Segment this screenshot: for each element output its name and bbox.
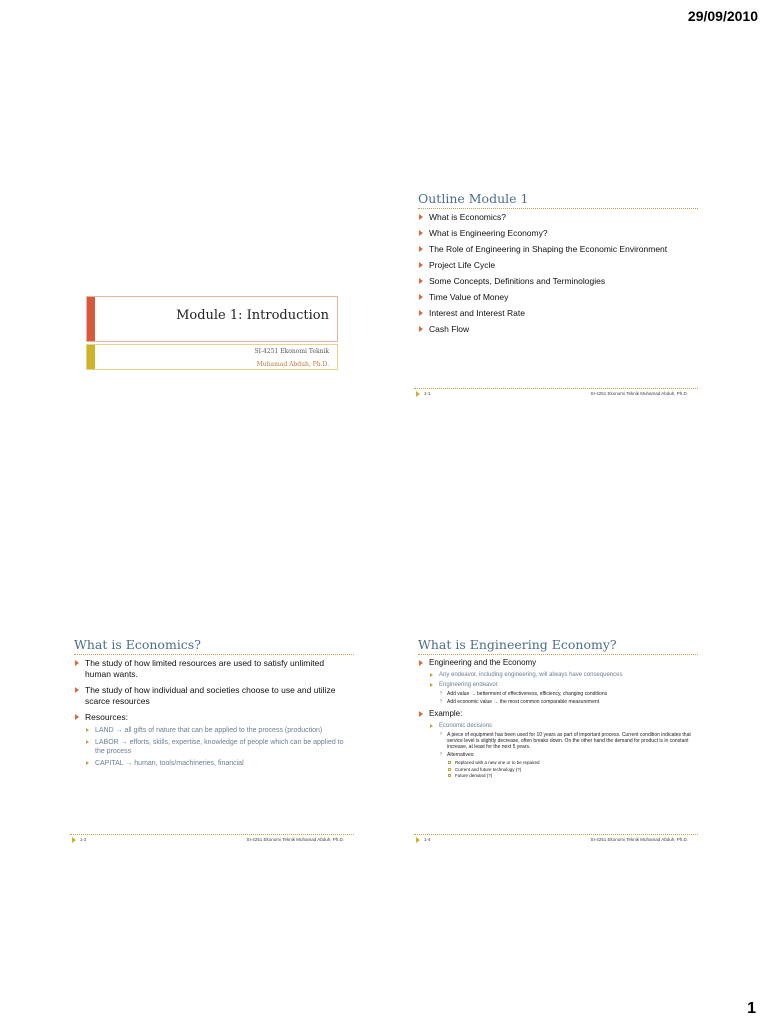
slide-main-title: Module 1: Introduction [176, 308, 329, 323]
list-item: Future demand (?) [447, 773, 694, 779]
subtitle-box [86, 344, 338, 370]
title-accent-bar [87, 297, 95, 341]
sub-sub-list [439, 691, 694, 705]
footer-text: SI-4251 Ekonomi Teknik Muhamad Abduh, Ph.D. [590, 837, 688, 842]
list-item: The study of how limited resources are used to satisfy unlimited human wants. [74, 658, 350, 680]
bullet-list [74, 658, 350, 768]
list-item: The study of how individual and societies choose to use and utilize scarce resources [74, 685, 350, 707]
list-item: Current and future technology (?) [447, 767, 694, 773]
list-item: Interest and Interest Rate [418, 308, 694, 319]
list-item: Engineering endeavor › Add value → betterment of effectiveness, efficiency, changing conditions › Add economic value → the most common comparable measurement [429, 681, 694, 705]
slide-number: 1-4 [424, 837, 431, 842]
list-item: › Alternatives: Replaced with a new one or to be repaired Current and future technology (?) Future demand (?) [439, 752, 694, 779]
page-number: 1 [747, 1000, 756, 1017]
course-name: SI-4251 Ekonomi Teknik [254, 348, 329, 355]
sub-list [429, 722, 694, 779]
list-item: Example: Economic decisions › A piece of equipment has been used for 10 years as part of important process. Current condition indicates that service level is slightly decrease, often breaks down. On the other hand the demand for product is in constant increase, at least for the next 5 years. › Alternatives: Replaced with a new one or to be repaired Current and future technology (?) Future demand (?) [418, 709, 694, 779]
list-item: › Add value → betterment of effectiveness, efficiency, changing conditions [439, 691, 694, 697]
outline-list [418, 212, 694, 335]
list-item: CAPITAL → human, tools/machineries, financial [85, 759, 350, 768]
title-box [86, 296, 338, 342]
footer-arrow-icon [416, 391, 420, 397]
footer-arrow-icon [416, 837, 420, 843]
subtitle-accent-bar [87, 345, 95, 369]
alternatives-list [447, 760, 694, 779]
list-item: Economic decisions › A piece of equipment has been used for 10 years as part of important process. Current condition indicates that service level is slightly decrease, often breaks down. On the other hand the demand for product is in constant increase, at least for the next 5 years. › Alternatives: Replaced with a new one or to be repaired Current and future technology (?) Future demand (?) [429, 722, 694, 779]
bullet-list [418, 658, 694, 779]
slide-what-is-economics [70, 636, 354, 849]
sub-list [85, 726, 350, 768]
slide-footer [414, 834, 698, 845]
slide-number: 1-2 [80, 837, 87, 842]
slide-title: Outline Module 1 [418, 191, 529, 206]
footer-text: SI-4251 Ekonomi Teknik Muhamad Abduh, Ph.D. [246, 837, 344, 842]
sub-list [429, 671, 694, 705]
sub-sub-list [439, 732, 694, 779]
author-name: Muhamad Abduh, Ph.D. [256, 361, 329, 368]
slide-number: 1-1 [424, 391, 431, 396]
list-item: › Add economic value → the most common comparable measurement [439, 699, 694, 705]
title-divider [418, 654, 698, 655]
slide-title: What is Economics? [74, 637, 201, 652]
slide-what-is-engineering-economy [414, 636, 698, 849]
title-divider [74, 654, 354, 655]
list-item: Project Life Cycle [418, 260, 694, 271]
list-item: The Role of Engineering in Shaping the Economic Environment [418, 244, 694, 255]
list-item: LABOR → efforts, skills, expertise, knowledge of people which can be applied to the process [85, 738, 350, 756]
list-item: What is Economics? [418, 212, 694, 223]
list-item: Some Concepts, Definitions and Terminologies [418, 276, 694, 287]
title-divider [418, 208, 698, 209]
list-item: Time Value of Money [418, 292, 694, 303]
slide-footer [70, 834, 354, 845]
list-item: Resources: LAND → all gifts of nature that can be applied to the process (production) LABOR → efforts, skills, expertise, knowledge of people which can be applied to the process CAPITAL → human, tools/machineries, financial [74, 712, 350, 768]
list-item: Any endeavor, including engineering, will always have consequences [429, 671, 694, 679]
list-item: Engineering and the Economy Any endeavor, including engineering, will always have consequences Engineering endeavor › Add value → betterment of effectiveness, efficiency, changing conditions › Add economic value → the most common comparable measurement [418, 658, 694, 705]
list-item: Cash Flow [418, 324, 694, 335]
list-item: Replaced with a new one or to be repaired [447, 760, 694, 766]
footer-text: SI-4251 Ekonomi Teknik Muhamad Abduh, Ph.D. [590, 391, 688, 396]
slide-title: What is Engineering Economy? [418, 637, 617, 652]
list-item: LAND → all gifts of nature that can be applied to the process (production) [85, 726, 350, 735]
list-item: › A piece of equipment has been used for 10 years as part of important process. Current condition indicates that service level is slightly decrease, often breaks down. On the other hand the demand for product is in constant increase, at least for the next 5 years. [439, 732, 694, 750]
slide-footer [414, 388, 698, 399]
list-item: What is Engineering Economy? [418, 228, 694, 239]
footer-arrow-icon [72, 837, 76, 843]
slide-outline [414, 190, 698, 403]
slide-title-module1 [70, 190, 354, 403]
page-date: 29/09/2010 [687, 8, 758, 24]
